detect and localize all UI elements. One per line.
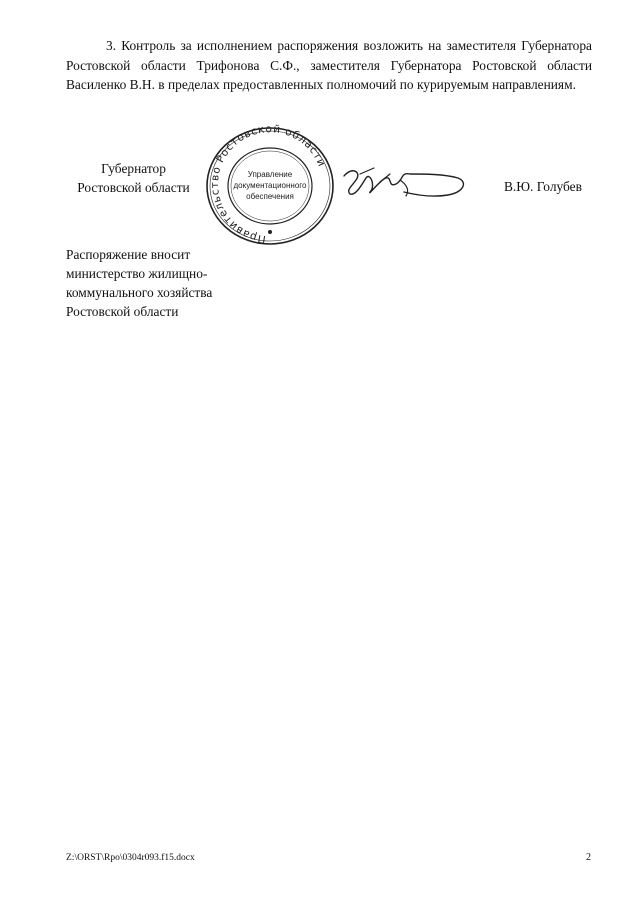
seal-star-icon	[268, 230, 272, 234]
note-line-2: министерство жилищно-	[66, 266, 208, 281]
footer-page-number: 2	[586, 852, 591, 863]
footer-file-path: Z:\ORST\Rpo\0304r093.f15.docx	[66, 853, 195, 863]
submitter-note	[66, 245, 286, 321]
seal-center-line2: документационного	[233, 181, 307, 190]
seal-ring-text: Правительство Ростовской области	[208, 124, 328, 246]
official-seal	[200, 124, 340, 250]
note-line-1: Распоряжение вносит	[66, 247, 191, 262]
signatory-name: В.Ю. Голубев	[504, 179, 582, 194]
seal-center-line3: обеспечения	[246, 192, 294, 201]
signatory-title-line2: Ростовской области	[77, 180, 190, 195]
signatory-title	[66, 159, 201, 197]
handwritten-signature	[340, 162, 470, 202]
paragraph-item-3: 3. Контроль за исполнением распоряжения возложить на заместителя Губернатора Ростовской области Трифонова С.Ф., заместителя Губернатора Ростовской области Василенко В.Н. в пределах предоставленных полномочий по курируемым направлениям.	[66, 38, 592, 92]
note-line-4: Ростовской области	[66, 304, 179, 319]
seal-center-line1: Управление	[247, 170, 293, 179]
note-line-3: коммунального хозяйства	[66, 285, 213, 300]
signatory-title-line1: Губернатор	[101, 161, 166, 176]
